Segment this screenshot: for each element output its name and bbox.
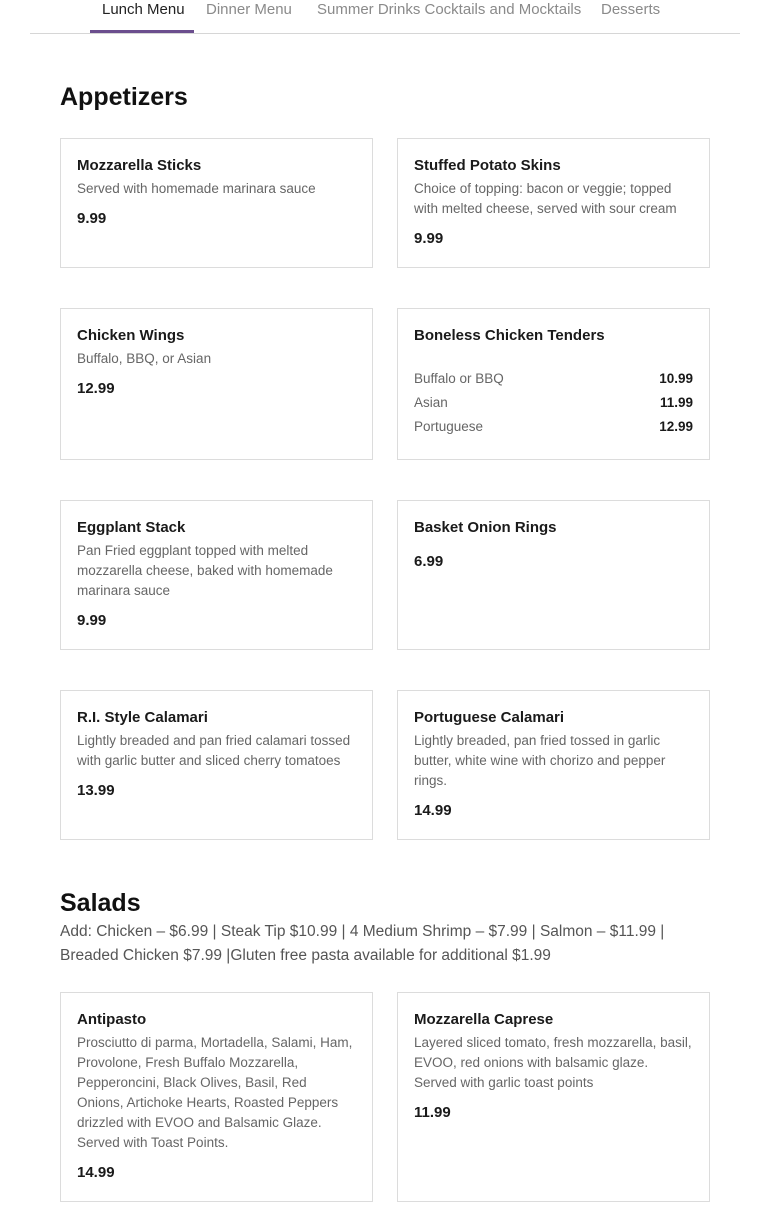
tab-dinner-menu[interactable]: Dinner Menu: [206, 1, 292, 18]
menu-item-card: [397, 992, 710, 1202]
tab-lunch-menu[interactable]: Lunch Menu: [102, 1, 185, 18]
item-price: 13.99: [77, 782, 115, 799]
item-name: Chicken Wings: [77, 327, 185, 344]
item-description: Lightly breaded, pan fried tossed in garlic butter, white wine with chorizo and pepper rings.: [414, 733, 666, 788]
item-price: 9.99: [414, 230, 444, 247]
item-name: Portuguese Calamari: [414, 709, 565, 726]
active-tab-indicator: [90, 30, 194, 33]
option-label: Portuguese: [414, 419, 484, 434]
item-name: Basket Onion Rings: [414, 519, 557, 536]
item-price: 6.99: [414, 553, 444, 570]
price-option-row: [414, 371, 693, 391]
section-title-salads: Salads: [60, 889, 141, 917]
option-price: 12.99: [659, 419, 693, 434]
menu-item-card: [397, 500, 710, 650]
menu-tabs: [30, 0, 740, 34]
item-price: 14.99: [77, 1164, 115, 1181]
item-description: Lightly breaded and pan fried calamari tossed with garlic butter and sliced cherry tomatoes: [77, 733, 351, 768]
item-description: Layered sliced tomato, fresh mozzarella, basil, EVOO, red onions with balsamic glaze. Served with garlic toast points: [414, 1035, 692, 1090]
option-label: Asian: [414, 395, 448, 410]
menu-item-card: [397, 308, 710, 460]
menu-item-card: [60, 500, 373, 650]
price-option-row: [414, 395, 693, 415]
item-name: Eggplant Stack: [77, 519, 186, 536]
item-price: 9.99: [77, 612, 107, 629]
item-description: Choice of topping: bacon or veggie; topped with melted cheese, served with sour cream: [414, 181, 677, 216]
menu-item-card: [397, 138, 710, 268]
tab-summer-drinks[interactable]: Summer Drinks Cocktails and Mocktails: [317, 1, 582, 18]
menu-item-card: [60, 992, 373, 1202]
item-description: Pan Fried eggplant topped with melted mozzarella cheese, baked with homemade marinara sauce: [77, 543, 333, 598]
item-description: Buffalo, BBQ, or Asian: [77, 351, 212, 366]
tab-desserts[interactable]: Desserts: [601, 1, 661, 18]
option-price: 11.99: [659, 395, 693, 410]
option-label: Buffalo or BBQ: [414, 371, 504, 386]
salad-add-ons-note: Add: Chicken – $6.99 | Steak Tip $10.99 | 4 Medium Shrimp – $7.99 | Salmon – $11.99 | Breaded Chicken $7.99 |Gluten free pasta available for additional $1.99: [60, 923, 665, 964]
item-description: Prosciutto di parma, Mortadella, Salami, Ham, Provolone, Fresh Buffalo Mozzarella, Pepperoncini, Black Olives, Basil, Red Onions, Artichoke Hearts, Roasted Peppers drizzled with EVOO and Balsamic Glaze. Served with Toast Points.: [77, 1035, 353, 1150]
item-name: Boneless Chicken Tenders: [414, 327, 605, 344]
section-title-appetizers: Appetizers: [60, 83, 188, 111]
item-name: Mozzarella Caprese: [414, 1011, 554, 1028]
menu-item-card: [60, 690, 373, 840]
item-price: 14.99: [414, 802, 452, 819]
item-price: 11.99: [414, 1104, 451, 1121]
item-name: Stuffed Potato Skins: [414, 157, 561, 174]
item-price: 9.99: [77, 210, 107, 227]
price-option-row: [414, 419, 693, 439]
item-name: R.I. Style Calamari: [77, 709, 208, 726]
menu-item-card: [397, 690, 710, 840]
item-name: Antipasto: [77, 1011, 147, 1028]
item-name: Mozzarella Sticks: [77, 157, 202, 174]
item-price: 12.99: [77, 380, 115, 397]
menu-item-card: [60, 138, 373, 268]
item-description: Served with homemade marinara sauce: [77, 181, 316, 196]
option-price: 10.99: [659, 371, 693, 386]
menu-item-card: [60, 308, 373, 460]
